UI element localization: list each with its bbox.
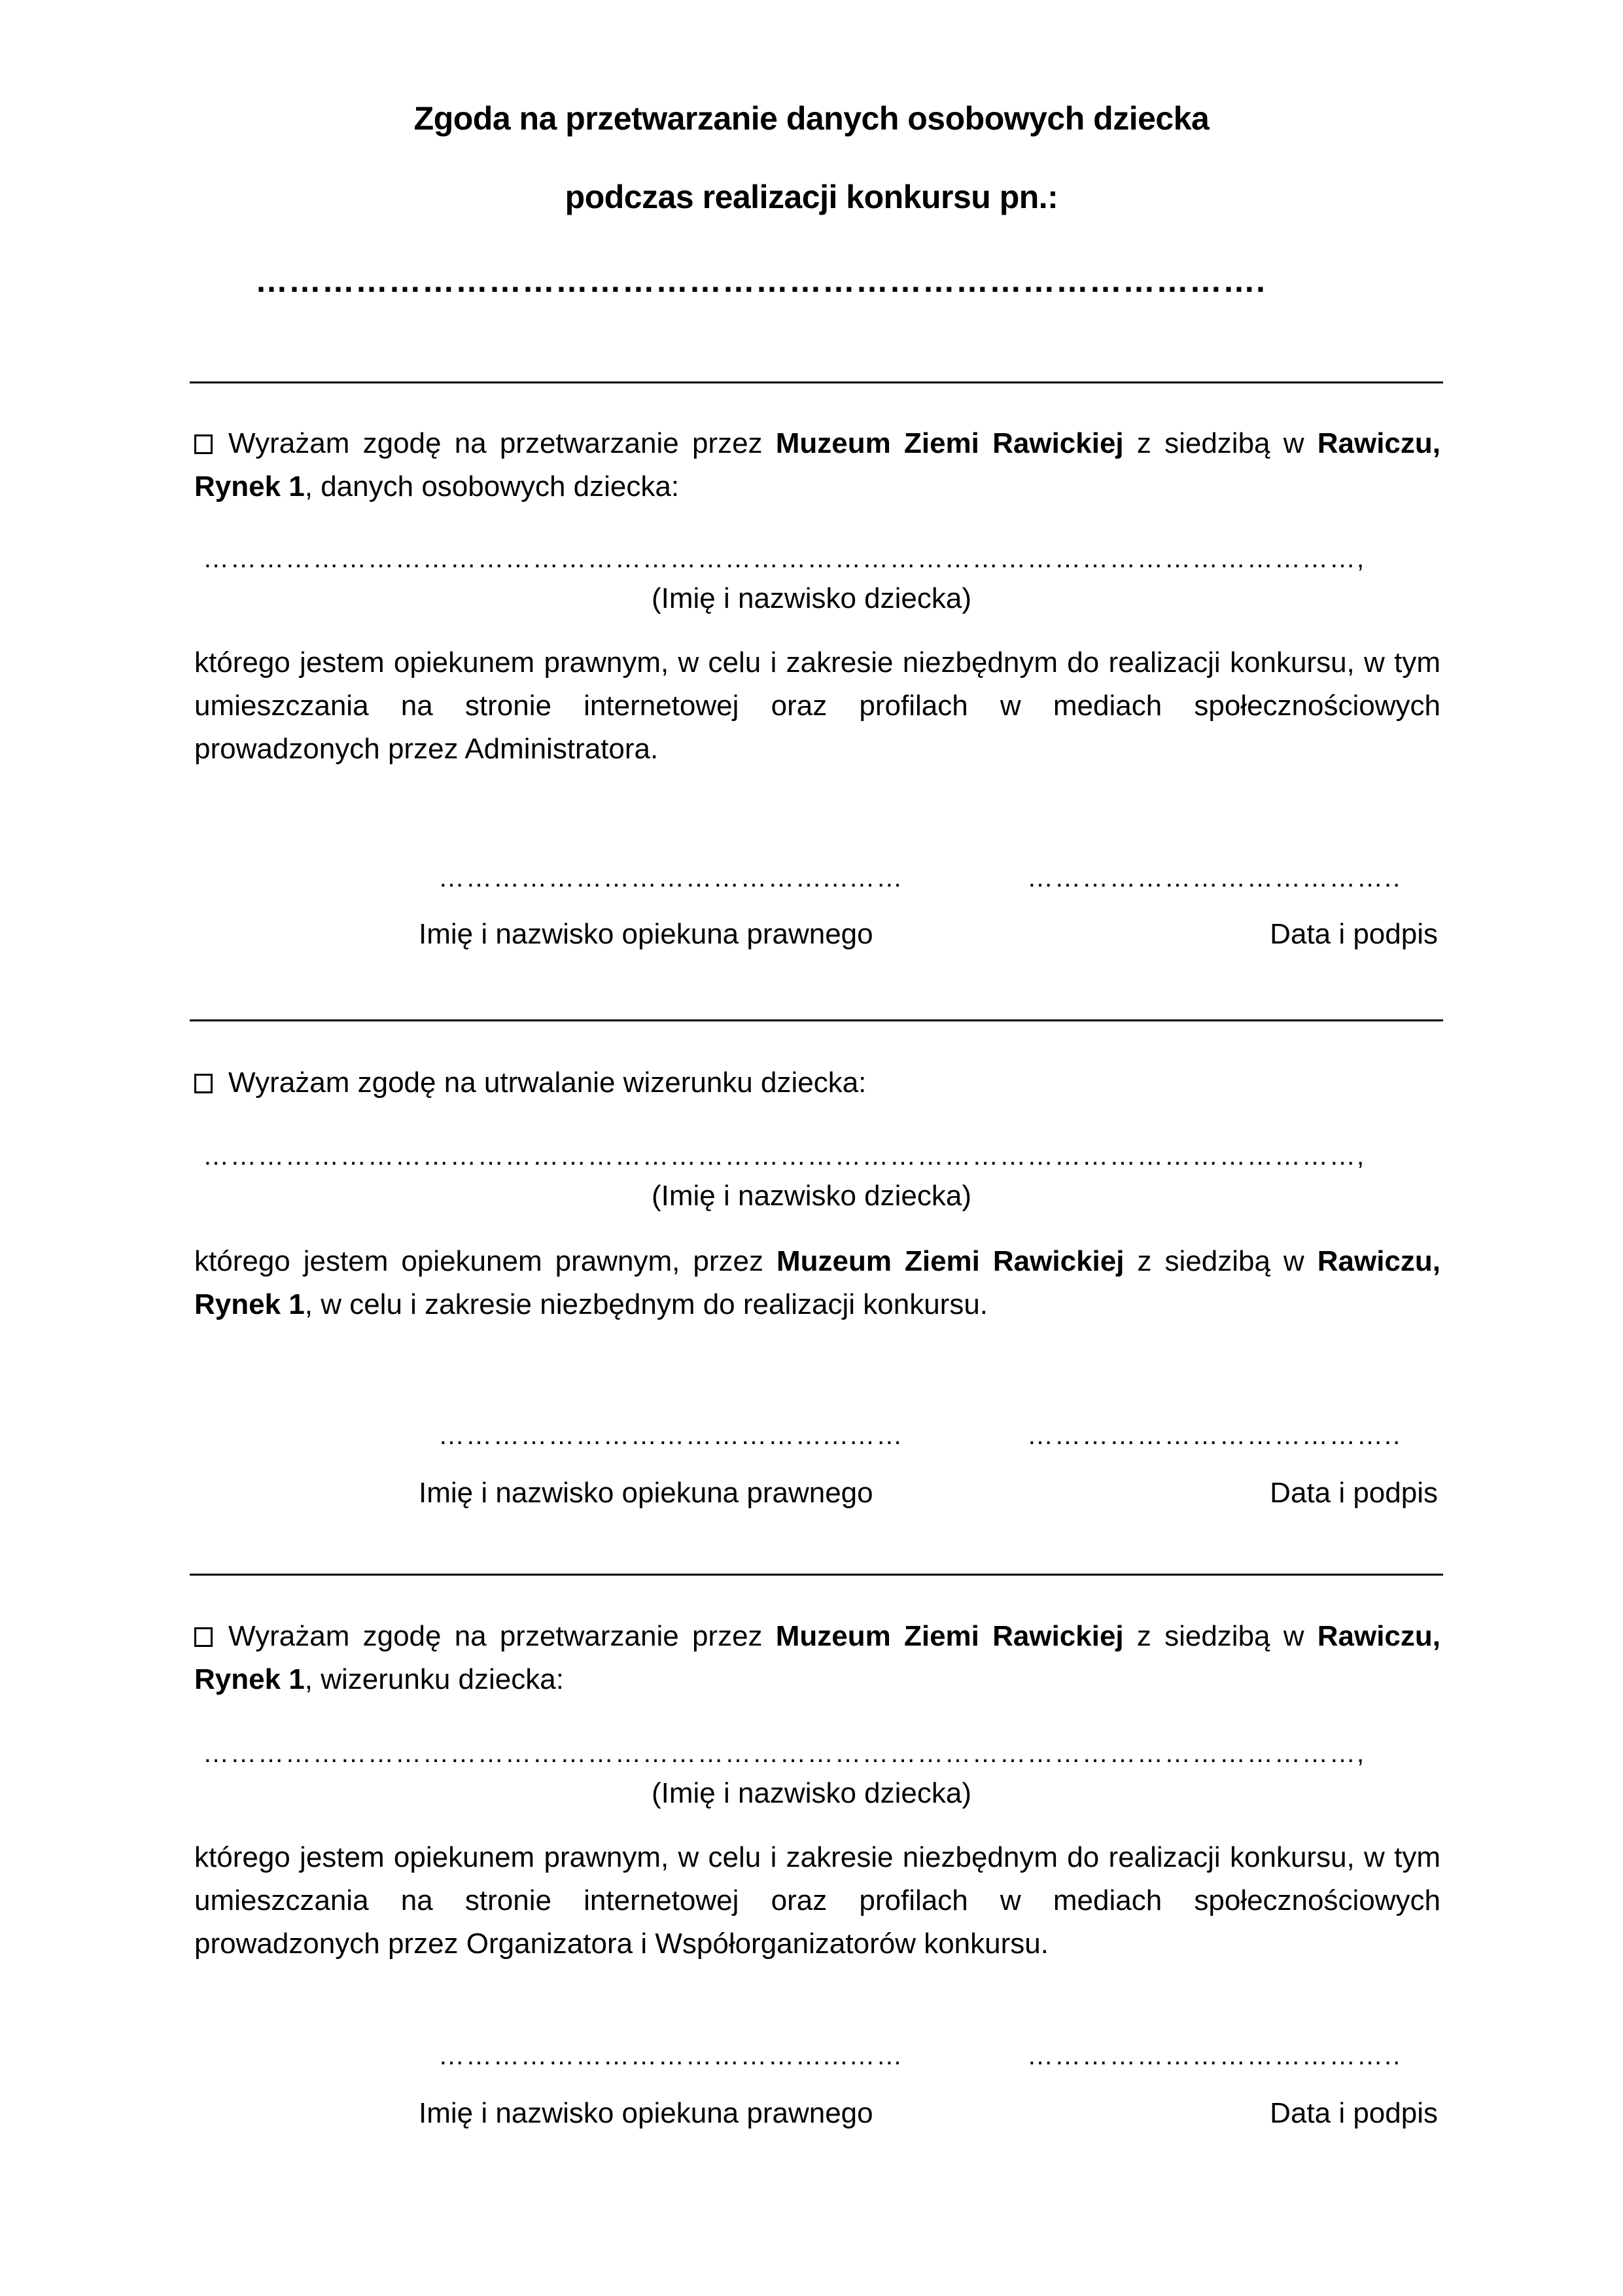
date-signature-field[interactable]: ………………………………….. <box>1027 2041 1402 2070</box>
child-name-field[interactable]: ………………………………………………………………………………………………………………, <box>203 544 1366 573</box>
form-title-line2: podczas realizacji konkursu pn.: <box>565 179 1058 215</box>
guardian-name-label: Imię i nazwisko opiekuna prawnego <box>419 2097 873 2129</box>
child-name-caption: (Imię i nazwisko dziecka) <box>651 1180 972 1212</box>
consent-body-text: którego jestem opiekunem prawnym, w celu i zakresie niezbędnym do realizacji konkursu, w tym umieszczania na stronie internetowej oraz profilach w mediach społecznościowych prowadzonych przez Organizatora i Współorganizatorów konkursu. <box>194 1841 1440 1960</box>
guardian-name-field[interactable]: ……………………………………...…… <box>438 1421 904 1450</box>
consent-body-text: którego jestem opiekunem prawnym, w celu i zakresie niezbędnym do realizacji konkursu, w tym umieszczania na stronie internetowej oraz profilach w mediach społecznościowych prowadzonych przez Administratora. <box>194 646 1440 765</box>
consent-body-text: którego jestem opiekunem prawnym, przez Muzeum Ziemi Rawickiej z siedzibą w Rawiczu, Rynek 1, w celu i zakresie niezbędnym do realizacji konkursu. <box>194 1245 1440 1320</box>
consent-image-processing-intro: Wyrażam zgodę na przetwarzanie przez Muzeum Ziemi Rawickiej z siedzibą w Rawiczu, Rynek 1, wizerunku dziecka: <box>194 1620 1440 1695</box>
section-divider <box>190 1019 1443 1021</box>
form-title-line1: Zgoda na przetwarzanie danych osobowych dziecka <box>413 100 1210 137</box>
consent-data-processing-checkbox[interactable] <box>194 434 213 454</box>
guardian-name-label: Imię i nazwisko opiekuna prawnego <box>419 918 873 950</box>
section-divider <box>190 381 1443 383</box>
guardian-name-field[interactable]: ……………………………………...…… <box>438 864 904 892</box>
child-name-field[interactable]: ………………………………………………………………………………………………………………, <box>203 1142 1366 1171</box>
date-signature-field[interactable]: ………………………………….. <box>1027 1421 1402 1450</box>
consent-image-recording-intro: Wyrażam zgodę na utrwalanie wizerunku dziecka: <box>194 1061 1440 1104</box>
guardian-name-field[interactable]: ……………………………………...…… <box>438 2041 904 2070</box>
date-signature-label: Data i podpis <box>1270 1477 1438 1509</box>
consent-image-recording-checkbox[interactable] <box>194 1074 213 1093</box>
consent-data-processing-intro: Wyrażam zgodę na przetwarzanie przez Muzeum Ziemi Rawickiej z siedzibą w Rawiczu, Rynek 1, danych osobowych dziecka: <box>194 427 1440 503</box>
child-name-field[interactable]: ………………………………………………………………………………………………………………, <box>203 1739 1366 1768</box>
child-name-caption: (Imię i nazwisko dziecka) <box>651 1777 972 1809</box>
date-signature-label: Data i podpis <box>1270 918 1438 950</box>
consent-image-processing-checkbox[interactable] <box>194 1627 213 1647</box>
guardian-name-label: Imię i nazwisko opiekuna prawnego <box>419 1477 873 1509</box>
child-name-caption: (Imię i nazwisko dziecka) <box>651 582 972 614</box>
date-signature-label: Data i podpis <box>1270 2097 1438 2129</box>
date-signature-field[interactable]: ………………………………….. <box>1027 864 1402 892</box>
contest-name-field[interactable]: ………………………………………………………………………………. <box>255 262 1266 299</box>
section-divider <box>190 1574 1443 1576</box>
